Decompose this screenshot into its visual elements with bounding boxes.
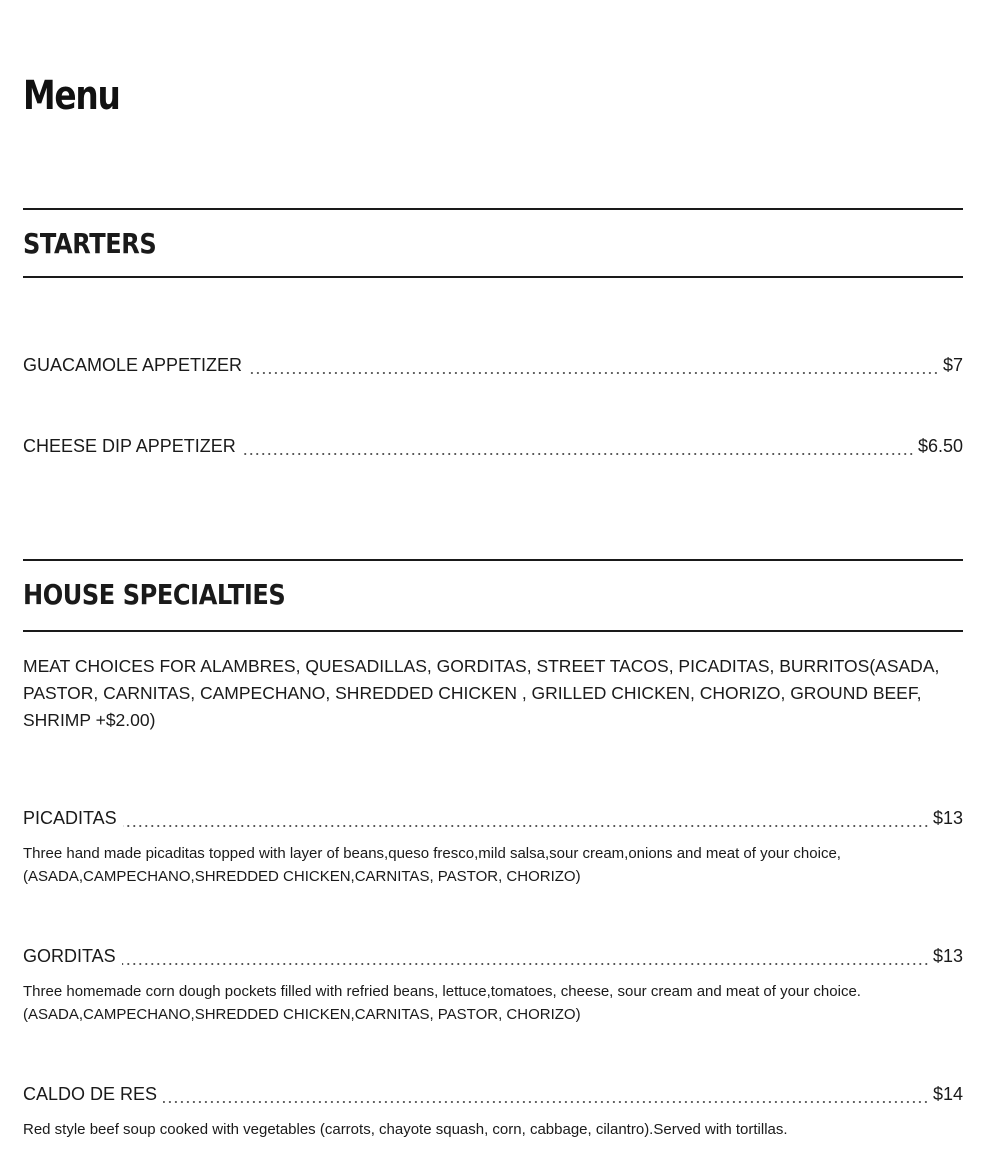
menu-item-cheese-dip-appetizer [23, 433, 963, 459]
menu-item-guacamole-appetizer [23, 352, 963, 378]
item-name: GORDITAS [23, 946, 116, 966]
section-header-house-specialties [23, 559, 963, 632]
item-price: $6.50 [917, 436, 963, 456]
dot-leader [242, 453, 914, 455]
item-description: Three hand made picaditas topped with layer of beans,queso fresco,mild salsa,sour cream,onions and meat of your choice,(ASADA,CAMPECHANO,SHREDDED CHICKEN,CARNITAS, PASTOR, CHORIZO) [23, 845, 841, 885]
item-name: GUACAMOLE APPETIZER [23, 355, 243, 375]
meat-choices-note: MEAT CHOICES FOR ALAMBRES, QUESADILLAS, GORDITAS, STREET TACOS, PICADITAS, BURRITOS(ASADA, PASTOR, CARNITAS, CAMPECHANO, SHREDDED CHICKEN , GRILLED CHICKEN, CHORIZO, GROUND BEEF, SHRIMP +$2.00) [23, 656, 940, 730]
item-price: $13 [932, 946, 963, 966]
dot-leader [122, 963, 929, 965]
dot-leader [248, 372, 939, 374]
section-heading: HOUSE SPECIALTIES [23, 578, 286, 611]
section-heading: STARTERS [23, 227, 157, 260]
menu-item-gorditas [23, 943, 963, 969]
section-header-starters [23, 208, 963, 278]
item-description: Three homemade corn dough pockets filled with refried beans, lettuce,tomatoes, cheese, sour cream and meat of your choice.(ASADA,CAMPECHANO,SHREDDED CHICKEN,CARNITAS, PASTOR, CHORIZO) [23, 983, 861, 1023]
item-price: $7 [942, 355, 963, 375]
item-name: CHEESE DIP APPETIZER [23, 436, 236, 456]
item-description: Red style beef soup cooked with vegetables (carrots, chayote squash, corn, cabbage, cilantro).Served with tortillas. [23, 1121, 788, 1138]
dot-leader [163, 1101, 929, 1103]
item-price: $14 [932, 1084, 963, 1104]
menu-item-picaditas [23, 805, 963, 831]
item-name: PICADITAS [23, 808, 117, 828]
item-name: CALDO DE RES [23, 1084, 158, 1104]
menu-item-caldo-de-res [23, 1081, 963, 1107]
page-title: Menu [23, 73, 120, 119]
item-price: $13 [932, 808, 963, 828]
dot-leader [123, 825, 929, 827]
